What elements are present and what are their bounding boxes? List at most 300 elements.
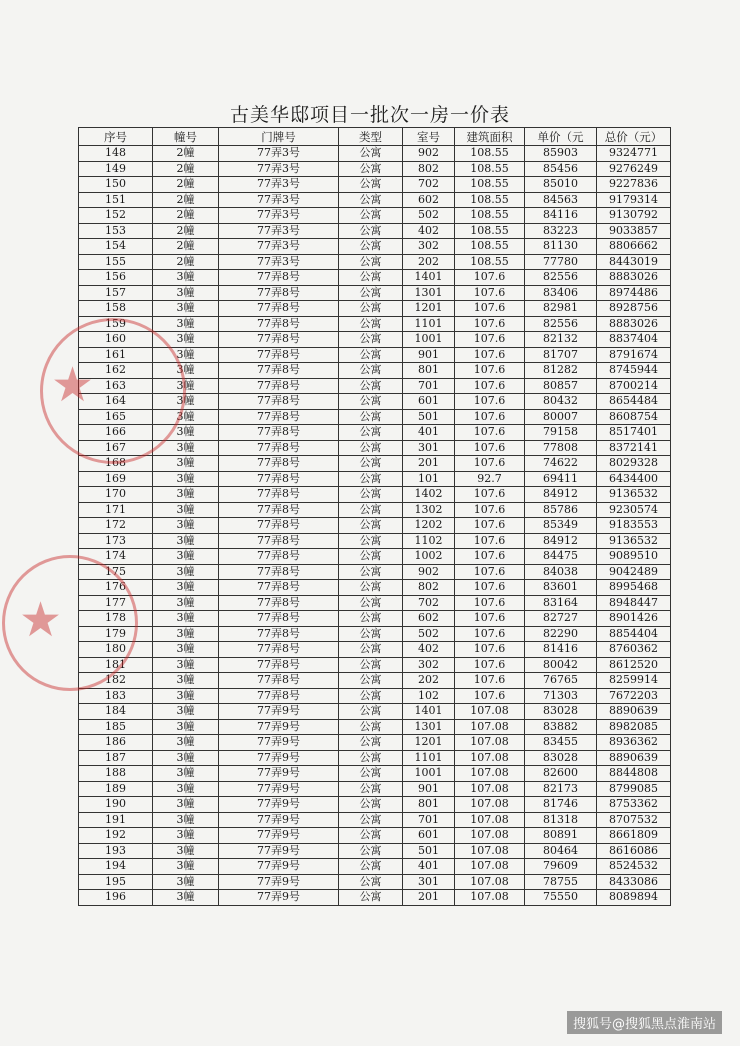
table-cell: 8029328 xyxy=(597,456,671,472)
table-row xyxy=(79,471,671,487)
table-cell: 8661809 xyxy=(597,828,671,844)
table-cell: 8844808 xyxy=(597,766,671,782)
table-cell: 9089510 xyxy=(597,549,671,565)
table-row xyxy=(79,502,671,518)
table-cell: 公寓 xyxy=(339,394,403,410)
table-cell: 8608754 xyxy=(597,409,671,425)
table-cell: 公寓 xyxy=(339,704,403,720)
table-row xyxy=(79,828,671,844)
table-cell: 402 xyxy=(403,223,455,239)
table-row xyxy=(79,673,671,689)
table-cell: 1001 xyxy=(403,766,455,782)
table-cell: 公寓 xyxy=(339,502,403,518)
table-cell: 107.6 xyxy=(455,316,525,332)
table-cell: 78755 xyxy=(525,874,597,890)
table-cell: 3幢 xyxy=(153,735,219,751)
table-cell: 3幢 xyxy=(153,595,219,611)
table-row xyxy=(79,378,671,394)
table-cell: 107.6 xyxy=(455,440,525,456)
table-cell: 77弄8号 xyxy=(219,564,339,580)
table-row xyxy=(79,549,671,565)
table-cell: 8517401 xyxy=(597,425,671,441)
table-cell: 1101 xyxy=(403,316,455,332)
table-cell: 77弄9号 xyxy=(219,750,339,766)
table-cell: 公寓 xyxy=(339,239,403,255)
table-cell: 149 xyxy=(79,161,153,177)
table-cell: 公寓 xyxy=(339,487,403,503)
table-cell: 602 xyxy=(403,611,455,627)
table-cell: 8901426 xyxy=(597,611,671,627)
table-cell: 8654484 xyxy=(597,394,671,410)
table-cell: 107.6 xyxy=(455,688,525,704)
table-cell: 3幢 xyxy=(153,890,219,906)
table-cell: 82173 xyxy=(525,781,597,797)
table-cell: 701 xyxy=(403,378,455,394)
table-cell: 公寓 xyxy=(339,378,403,394)
table-cell: 77弄9号 xyxy=(219,874,339,890)
table-cell: 173 xyxy=(79,533,153,549)
table-cell: 3幢 xyxy=(153,750,219,766)
table-cell: 8974486 xyxy=(597,285,671,301)
table-cell: 162 xyxy=(79,363,153,379)
table-cell: 107.6 xyxy=(455,270,525,286)
table-cell: 77弄8号 xyxy=(219,285,339,301)
table-cell: 3幢 xyxy=(153,533,219,549)
table-row xyxy=(79,223,671,239)
table-cell: 8443019 xyxy=(597,254,671,270)
table-cell: 公寓 xyxy=(339,347,403,363)
table-cell: 公寓 xyxy=(339,642,403,658)
table-row xyxy=(79,704,671,720)
table-cell: 8982085 xyxy=(597,719,671,735)
table-cell: 1002 xyxy=(403,549,455,565)
table-cell: 150 xyxy=(79,177,153,193)
table-cell: 3幢 xyxy=(153,425,219,441)
table-cell: 107.6 xyxy=(455,285,525,301)
table-cell: 3幢 xyxy=(153,456,219,472)
table-cell: 3幢 xyxy=(153,781,219,797)
table-cell: 151 xyxy=(79,192,153,208)
header-cell: 总价（元） xyxy=(597,128,671,146)
table-cell: 公寓 xyxy=(339,843,403,859)
table-cell: 170 xyxy=(79,487,153,503)
table-cell: 8890639 xyxy=(597,704,671,720)
table-cell: 公寓 xyxy=(339,673,403,689)
table-cell: 8745944 xyxy=(597,363,671,379)
table-cell: 77弄9号 xyxy=(219,735,339,751)
table-cell: 185 xyxy=(79,719,153,735)
table-cell: 公寓 xyxy=(339,332,403,348)
table-cell: 8936362 xyxy=(597,735,671,751)
table-cell: 9179314 xyxy=(597,192,671,208)
table-cell: 77弄8号 xyxy=(219,425,339,441)
table-row xyxy=(79,750,671,766)
table-row xyxy=(79,456,671,472)
table-cell: 3幢 xyxy=(153,518,219,534)
table-cell: 公寓 xyxy=(339,890,403,906)
table-cell: 3幢 xyxy=(153,564,219,580)
table-cell: 8089894 xyxy=(597,890,671,906)
table-cell: 82556 xyxy=(525,316,597,332)
table-cell: 8760362 xyxy=(597,642,671,658)
table-cell: 74622 xyxy=(525,456,597,472)
table-cell: 公寓 xyxy=(339,363,403,379)
table-cell: 3幢 xyxy=(153,580,219,596)
table-cell: 158 xyxy=(79,301,153,317)
table-cell: 3幢 xyxy=(153,301,219,317)
table-cell: 77弄8号 xyxy=(219,518,339,534)
table-row xyxy=(79,595,671,611)
table-cell: 公寓 xyxy=(339,812,403,828)
watermark: 搜狐号@搜狐黑点淮南站 xyxy=(567,1011,722,1034)
table-row xyxy=(79,843,671,859)
table-cell: 82556 xyxy=(525,270,597,286)
table-cell: 77弄8号 xyxy=(219,642,339,658)
table-cell: 108.55 xyxy=(455,254,525,270)
table-cell: 81707 xyxy=(525,347,597,363)
table-row xyxy=(79,688,671,704)
table-row xyxy=(79,332,671,348)
table-cell: 107.6 xyxy=(455,549,525,565)
table-cell: 301 xyxy=(403,874,455,890)
table-cell: 77弄3号 xyxy=(219,192,339,208)
table-cell: 8948447 xyxy=(597,595,671,611)
table-row xyxy=(79,611,671,627)
table-row xyxy=(79,270,671,286)
table-cell: 84475 xyxy=(525,549,597,565)
table-cell: 155 xyxy=(79,254,153,270)
table-cell: 77弄8号 xyxy=(219,316,339,332)
table-cell: 190 xyxy=(79,797,153,813)
table-cell: 81746 xyxy=(525,797,597,813)
table-cell: 167 xyxy=(79,440,153,456)
table-row xyxy=(79,487,671,503)
table-cell: 107.6 xyxy=(455,487,525,503)
table-row xyxy=(79,626,671,642)
header-cell: 类型 xyxy=(339,128,403,146)
table-cell: 166 xyxy=(79,425,153,441)
table-cell: 公寓 xyxy=(339,270,403,286)
table-cell: 83882 xyxy=(525,719,597,735)
table-cell: 801 xyxy=(403,797,455,813)
table-cell: 公寓 xyxy=(339,316,403,332)
table-cell: 188 xyxy=(79,766,153,782)
table-cell: 80857 xyxy=(525,378,597,394)
table-cell: 77弄8号 xyxy=(219,580,339,596)
table-cell: 80007 xyxy=(525,409,597,425)
table-cell: 77弄3号 xyxy=(219,239,339,255)
table-row xyxy=(79,781,671,797)
table-row xyxy=(79,161,671,177)
table-cell: 9136532 xyxy=(597,533,671,549)
table-cell: 8995468 xyxy=(597,580,671,596)
table-row xyxy=(79,735,671,751)
table-cell: 176 xyxy=(79,580,153,596)
table-row xyxy=(79,347,671,363)
table-cell: 179 xyxy=(79,626,153,642)
table-cell: 77弄9号 xyxy=(219,781,339,797)
table-cell: 107.6 xyxy=(455,332,525,348)
table-row xyxy=(79,363,671,379)
table-cell: 8806662 xyxy=(597,239,671,255)
table-cell: 公寓 xyxy=(339,564,403,580)
table-row xyxy=(79,425,671,441)
table-cell: 9227836 xyxy=(597,177,671,193)
table-cell: 802 xyxy=(403,161,455,177)
table-row xyxy=(79,192,671,208)
table-cell: 187 xyxy=(79,750,153,766)
table-cell: 公寓 xyxy=(339,874,403,890)
table-cell: 152 xyxy=(79,208,153,224)
table-row xyxy=(79,580,671,596)
table-cell: 7672203 xyxy=(597,688,671,704)
table-cell: 172 xyxy=(79,518,153,534)
table-cell: 107.08 xyxy=(455,828,525,844)
table-cell: 8259914 xyxy=(597,673,671,689)
table-cell: 85903 xyxy=(525,146,597,162)
table-cell: 公寓 xyxy=(339,301,403,317)
table-cell: 6434400 xyxy=(597,471,671,487)
table-cell: 182 xyxy=(79,673,153,689)
table-cell: 公寓 xyxy=(339,192,403,208)
table-cell: 108.55 xyxy=(455,177,525,193)
table-cell: 168 xyxy=(79,456,153,472)
table-cell: 3幢 xyxy=(153,704,219,720)
table-cell: 108.55 xyxy=(455,223,525,239)
table-cell: 8837404 xyxy=(597,332,671,348)
table-cell: 108.55 xyxy=(455,161,525,177)
table-cell: 9042489 xyxy=(597,564,671,580)
table-cell: 195 xyxy=(79,874,153,890)
table-row xyxy=(79,874,671,890)
table-cell: 901 xyxy=(403,781,455,797)
table-cell: 77弄3号 xyxy=(219,254,339,270)
table-cell: 公寓 xyxy=(339,177,403,193)
table-cell: 501 xyxy=(403,409,455,425)
table-cell: 71303 xyxy=(525,688,597,704)
page-title: 古美华邸项目一批次一房一价表 xyxy=(229,104,510,126)
table-cell: 3幢 xyxy=(153,812,219,828)
table-row xyxy=(79,177,671,193)
table-cell: 92.7 xyxy=(455,471,525,487)
table-cell: 3幢 xyxy=(153,657,219,673)
table-cell: 171 xyxy=(79,502,153,518)
table-cell: 601 xyxy=(403,828,455,844)
table-cell: 3幢 xyxy=(153,471,219,487)
table-cell: 107.08 xyxy=(455,797,525,813)
table-cell: 801 xyxy=(403,363,455,379)
table-cell: 公寓 xyxy=(339,471,403,487)
table-cell: 1001 xyxy=(403,332,455,348)
table-cell: 公寓 xyxy=(339,580,403,596)
table-cell: 77弄8号 xyxy=(219,626,339,642)
table-cell: 77弄9号 xyxy=(219,797,339,813)
table-cell: 公寓 xyxy=(339,456,403,472)
table-row xyxy=(79,657,671,673)
table-cell: 107.6 xyxy=(455,363,525,379)
table-cell: 85349 xyxy=(525,518,597,534)
table-cell: 公寓 xyxy=(339,626,403,642)
header-row xyxy=(79,128,671,146)
table-cell: 107.6 xyxy=(455,595,525,611)
table-cell: 84116 xyxy=(525,208,597,224)
table-cell: 3幢 xyxy=(153,347,219,363)
table-cell: 83028 xyxy=(525,750,597,766)
table-cell: 107.6 xyxy=(455,456,525,472)
table-cell: 107.08 xyxy=(455,890,525,906)
table-cell: 77弄8号 xyxy=(219,673,339,689)
table-cell: 164 xyxy=(79,394,153,410)
table-cell: 77弄9号 xyxy=(219,704,339,720)
table-row xyxy=(79,642,671,658)
table-cell: 108.55 xyxy=(455,208,525,224)
table-cell: 107.6 xyxy=(455,611,525,627)
table-cell: 3幢 xyxy=(153,409,219,425)
table-cell: 189 xyxy=(79,781,153,797)
table-cell: 107.6 xyxy=(455,657,525,673)
table-cell: 8700214 xyxy=(597,378,671,394)
table-cell: 901 xyxy=(403,347,455,363)
table-cell: 169 xyxy=(79,471,153,487)
table-cell: 107.6 xyxy=(455,425,525,441)
table-cell: 77弄8号 xyxy=(219,394,339,410)
table-cell: 802 xyxy=(403,580,455,596)
table-cell: 175 xyxy=(79,564,153,580)
table-row xyxy=(79,719,671,735)
table-cell: 公寓 xyxy=(339,285,403,301)
table-cell: 3幢 xyxy=(153,394,219,410)
table-cell: 108.55 xyxy=(455,146,525,162)
table-cell: 602 xyxy=(403,192,455,208)
table-cell: 77弄9号 xyxy=(219,719,339,735)
table-cell: 183 xyxy=(79,688,153,704)
table-row xyxy=(79,440,671,456)
table-cell: 193 xyxy=(79,843,153,859)
table-cell: 公寓 xyxy=(339,719,403,735)
table-cell: 公寓 xyxy=(339,254,403,270)
table-cell: 181 xyxy=(79,657,153,673)
table-cell: 196 xyxy=(79,890,153,906)
table-cell: 8791674 xyxy=(597,347,671,363)
table-cell: 174 xyxy=(79,549,153,565)
table-cell: 3幢 xyxy=(153,378,219,394)
table-cell: 159 xyxy=(79,316,153,332)
table-cell: 107.08 xyxy=(455,750,525,766)
table-cell: 301 xyxy=(403,440,455,456)
table-body xyxy=(79,146,671,906)
table-cell: 101 xyxy=(403,471,455,487)
table-cell: 2幢 xyxy=(153,223,219,239)
table-cell: 108.55 xyxy=(455,239,525,255)
table-cell: 163 xyxy=(79,378,153,394)
table-cell: 77弄8号 xyxy=(219,409,339,425)
table-cell: 77弄8号 xyxy=(219,611,339,627)
table-cell: 75550 xyxy=(525,890,597,906)
table-cell: 82600 xyxy=(525,766,597,782)
table-cell: 公寓 xyxy=(339,657,403,673)
table-cell: 107.08 xyxy=(455,735,525,751)
table-cell: 82290 xyxy=(525,626,597,642)
table-cell: 1102 xyxy=(403,533,455,549)
table-row xyxy=(79,766,671,782)
table-cell: 1401 xyxy=(403,270,455,286)
table-cell: 83028 xyxy=(525,704,597,720)
table-cell: 77780 xyxy=(525,254,597,270)
table-cell: 1302 xyxy=(403,502,455,518)
table-cell: 9136532 xyxy=(597,487,671,503)
table-row xyxy=(79,859,671,875)
table-row xyxy=(79,254,671,270)
table-cell: 1201 xyxy=(403,301,455,317)
table-row xyxy=(79,812,671,828)
table-cell: 77弄8号 xyxy=(219,471,339,487)
table-cell: 2幢 xyxy=(153,146,219,162)
table-cell: 8890639 xyxy=(597,750,671,766)
table-cell: 83164 xyxy=(525,595,597,611)
header-cell: 建筑面积 xyxy=(455,128,525,146)
header-cell: 门牌号 xyxy=(219,128,339,146)
table-cell: 3幢 xyxy=(153,270,219,286)
table-cell: 3幢 xyxy=(153,828,219,844)
table-cell: 8928756 xyxy=(597,301,671,317)
table-cell: 公寓 xyxy=(339,146,403,162)
table-cell: 3幢 xyxy=(153,859,219,875)
table-cell: 9183553 xyxy=(597,518,671,534)
table-cell: 3幢 xyxy=(153,363,219,379)
table-cell: 3幢 xyxy=(153,642,219,658)
table-cell: 201 xyxy=(403,456,455,472)
table-cell: 701 xyxy=(403,812,455,828)
table-cell: 81282 xyxy=(525,363,597,379)
table-cell: 8883026 xyxy=(597,316,671,332)
table-cell: 85786 xyxy=(525,502,597,518)
table-cell: 80432 xyxy=(525,394,597,410)
table-cell: 77弄8号 xyxy=(219,549,339,565)
table-cell: 148 xyxy=(79,146,153,162)
table-cell: 3幢 xyxy=(153,843,219,859)
table-cell: 公寓 xyxy=(339,735,403,751)
table-cell: 154 xyxy=(79,239,153,255)
table-cell: 165 xyxy=(79,409,153,425)
table-cell: 8612520 xyxy=(597,657,671,673)
table-cell: 77弄9号 xyxy=(219,828,339,844)
table-cell: 77弄3号 xyxy=(219,208,339,224)
table-cell: 107.08 xyxy=(455,766,525,782)
table-cell: 902 xyxy=(403,146,455,162)
table-cell: 107.6 xyxy=(455,580,525,596)
table-cell: 3幢 xyxy=(153,626,219,642)
table-cell: 1301 xyxy=(403,285,455,301)
table-cell: 77弄8号 xyxy=(219,301,339,317)
table-cell: 1301 xyxy=(403,719,455,735)
table-cell: 77弄8号 xyxy=(219,688,339,704)
table-cell: 1202 xyxy=(403,518,455,534)
table-cell: 80891 xyxy=(525,828,597,844)
table-cell: 77弄8号 xyxy=(219,487,339,503)
table-cell: 107.08 xyxy=(455,781,525,797)
table-cell: 公寓 xyxy=(339,533,403,549)
table-cell: 3幢 xyxy=(153,719,219,735)
header-cell: 单价（元 xyxy=(525,128,597,146)
table-cell: 8753362 xyxy=(597,797,671,813)
table-cell: 401 xyxy=(403,425,455,441)
table-row xyxy=(79,564,671,580)
table-cell: 3幢 xyxy=(153,688,219,704)
table-cell: 8524532 xyxy=(597,859,671,875)
table-cell: 83406 xyxy=(525,285,597,301)
table-cell: 192 xyxy=(79,828,153,844)
table-cell: 107.08 xyxy=(455,874,525,890)
